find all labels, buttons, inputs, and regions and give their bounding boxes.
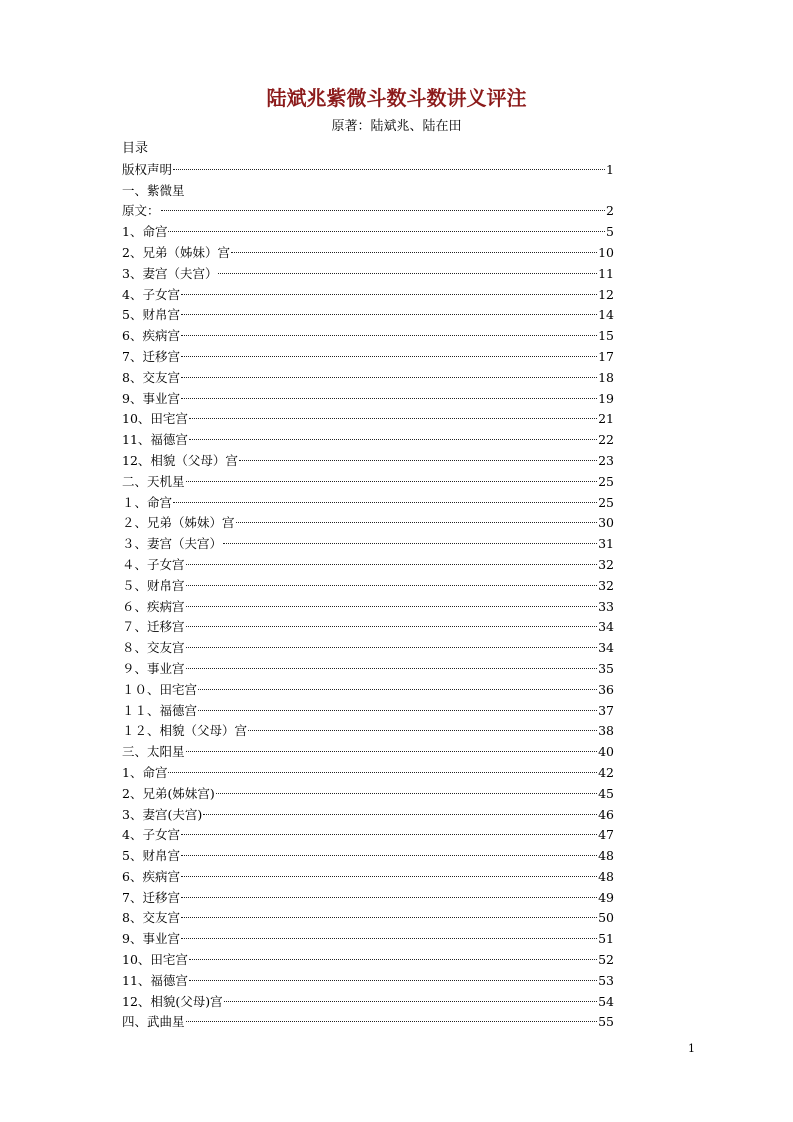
toc-entry-label: 7、迁移宫 xyxy=(122,889,180,905)
toc-entry-label: ８、交友宫 xyxy=(122,640,185,656)
toc-entry-label: 10、田宅宫 xyxy=(122,411,188,427)
toc-entry[interactable] xyxy=(122,389,614,410)
toc-entry-page: 21 xyxy=(598,411,614,427)
toc-leader-dots xyxy=(161,210,606,211)
toc-entry-page: 35 xyxy=(598,660,614,676)
toc-entry[interactable] xyxy=(122,222,614,243)
toc-leader-dots xyxy=(181,356,597,357)
toc-leader-dots xyxy=(186,585,598,586)
toc-entry[interactable] xyxy=(122,347,614,368)
toc-entry-page: 36 xyxy=(598,681,614,697)
toc-heading: 目录 xyxy=(122,141,149,156)
toc-leader-dots xyxy=(181,938,597,939)
toc-entry-label: 10、田宅宫 xyxy=(122,952,188,968)
toc-entry[interactable] xyxy=(122,305,614,326)
toc-entry-page: 33 xyxy=(598,598,614,614)
toc-entry-label: 4、子女宫 xyxy=(122,827,180,843)
toc-leader-dots xyxy=(181,314,597,315)
toc-leader-dots xyxy=(181,377,597,378)
toc-entry[interactable] xyxy=(122,805,614,826)
toc-entry[interactable] xyxy=(122,846,614,867)
toc-leader-dots xyxy=(186,668,598,669)
toc-entry-page: 34 xyxy=(598,640,614,656)
toc-entry[interactable] xyxy=(122,638,614,659)
toc-entry[interactable] xyxy=(122,181,614,202)
toc-entry-label: 11、福德宫 xyxy=(122,432,188,448)
toc-leader-dots xyxy=(236,522,598,523)
toc-entry[interactable] xyxy=(122,867,614,888)
toc-entry-page: 25 xyxy=(598,494,614,510)
toc-leader-dots xyxy=(181,855,597,856)
toc-entry-page: 10 xyxy=(598,244,614,260)
toc-leader-dots xyxy=(186,481,598,482)
toc-entry-page: 42 xyxy=(598,764,614,780)
toc-leader-dots xyxy=(168,231,605,232)
toc-leader-dots xyxy=(181,834,597,835)
toc-entry[interactable] xyxy=(122,992,614,1013)
toc-leader-dots xyxy=(198,710,597,711)
toc-entry-label: 3、妻宫（夫宫） xyxy=(122,265,218,281)
toc-entry-label: 4、子女宫 xyxy=(122,286,180,302)
toc-entry-label: 9、事业宫 xyxy=(122,931,180,947)
toc-leader-dots xyxy=(186,606,598,607)
toc-entry[interactable] xyxy=(122,929,614,950)
toc-entry[interactable] xyxy=(122,597,614,618)
toc-entry-page: 48 xyxy=(598,868,614,884)
toc-entry-label: 版权声明 xyxy=(122,161,173,177)
toc-entry[interactable] xyxy=(122,201,614,222)
toc-entry[interactable] xyxy=(122,243,614,264)
toc-entry-label: ２、兄弟（姊妹）宫 xyxy=(122,515,235,531)
toc-entry[interactable] xyxy=(122,784,614,805)
toc-entry-page: 14 xyxy=(598,307,614,323)
toc-entry-label: 1、命宫 xyxy=(122,764,168,780)
toc-entry-label: １１、福德宫 xyxy=(122,702,198,718)
toc-entry[interactable] xyxy=(122,701,614,722)
toc-leader-dots xyxy=(186,751,598,752)
toc-leader-dots xyxy=(203,814,597,815)
toc-leader-dots xyxy=(224,1001,597,1002)
toc-entry-label: 11、福德宫 xyxy=(122,972,188,988)
toc-entry-page: 52 xyxy=(598,952,614,968)
toc-entry-label: 3、妻宫(夫宫) xyxy=(122,806,203,822)
toc-entry[interactable] xyxy=(122,451,614,472)
toc-entry[interactable] xyxy=(122,285,614,306)
toc-entry-label: 5、财帛宫 xyxy=(122,848,180,864)
toc-entry-page: 15 xyxy=(598,328,614,344)
toc-leader-dots xyxy=(181,398,597,399)
toc-entry[interactable] xyxy=(122,160,614,181)
toc-entry-page: 34 xyxy=(598,619,614,635)
toc-entry-label: 四、武曲星 xyxy=(122,1014,185,1030)
toc-leader-dots xyxy=(181,876,597,877)
toc-entry-page: 40 xyxy=(598,744,614,760)
toc-entry-label: 8、交友宫 xyxy=(122,369,180,385)
toc-entry-page: 50 xyxy=(598,910,614,926)
toc-entry-label: 5、财帛宫 xyxy=(122,307,180,323)
toc-entry-label: 原文： xyxy=(122,203,160,219)
toc-entry-page: 46 xyxy=(598,806,614,822)
toc-entry-label: 一、紫微星 xyxy=(122,182,185,198)
toc-leader-dots xyxy=(239,460,597,461)
toc-entry[interactable] xyxy=(122,472,614,493)
toc-entry-page: 22 xyxy=(598,432,614,448)
toc-leader-dots xyxy=(173,502,597,503)
toc-leader-dots xyxy=(218,273,597,274)
toc-entry[interactable] xyxy=(122,368,614,389)
toc-leader-dots xyxy=(223,543,597,544)
toc-leader-dots xyxy=(189,959,597,960)
toc-entry-label: 6、疾病宫 xyxy=(122,328,180,344)
toc-entry-page: 17 xyxy=(598,348,614,364)
toc-entry[interactable] xyxy=(122,326,614,347)
toc-entry-page: 54 xyxy=(598,993,614,1009)
toc-entry[interactable] xyxy=(122,680,614,701)
toc-entry-label: 9、事业宫 xyxy=(122,390,180,406)
toc-entry[interactable] xyxy=(122,555,614,576)
toc-entry[interactable] xyxy=(122,409,614,430)
toc-entry-label: ６、疾病宫 xyxy=(122,598,185,614)
toc-entry-page: 49 xyxy=(598,889,614,905)
toc-entry-page: 11 xyxy=(598,265,614,281)
toc-entry-page: 45 xyxy=(598,785,614,801)
toc-leader-dots xyxy=(189,439,597,440)
toc-leader-dots xyxy=(216,793,597,794)
document-subtitle: 原著：陆斌兆、陆在田 xyxy=(331,119,462,134)
toc-entry-page: 25 xyxy=(598,473,614,489)
toc-entry[interactable] xyxy=(122,971,614,992)
toc-entry[interactable] xyxy=(122,576,614,597)
toc-entry-label: 8、交友宫 xyxy=(122,910,180,926)
toc-leader-dots xyxy=(186,626,598,627)
toc-entry-label: １０、田宅宫 xyxy=(122,681,198,697)
toc-entry[interactable] xyxy=(122,825,614,846)
toc-entry-page: 48 xyxy=(598,848,614,864)
toc-entry-page: 38 xyxy=(598,723,614,739)
toc-entry-label: 6、疾病宫 xyxy=(122,868,180,884)
toc-entry[interactable] xyxy=(122,908,614,929)
toc-entry-page: 18 xyxy=(598,369,614,385)
toc-entry[interactable] xyxy=(122,513,614,534)
toc-entry[interactable] xyxy=(122,1012,614,1033)
toc-entry-label: ３、妻宫（夫宫） xyxy=(122,536,223,552)
toc-entry-label: 二、天机星 xyxy=(122,473,185,489)
toc-entry-label: ７、迁移宫 xyxy=(122,619,185,635)
toc-leader-dots xyxy=(189,980,597,981)
toc-entry-page: 47 xyxy=(598,827,614,843)
toc-entry-page: 12 xyxy=(598,286,614,302)
toc-entry[interactable] xyxy=(122,742,614,763)
toc-leader-dots xyxy=(181,917,597,918)
toc-entries xyxy=(122,160,614,1033)
toc-entry-page: 1 xyxy=(606,161,614,177)
toc-entry-label: 1、命宫 xyxy=(122,224,168,240)
toc-leader-dots xyxy=(168,772,597,773)
toc-entry-page: 30 xyxy=(598,515,614,531)
toc-entry-page: 37 xyxy=(598,702,614,718)
toc-leader-dots xyxy=(181,294,597,295)
toc-entry[interactable] xyxy=(122,617,614,638)
toc-entry-page: 53 xyxy=(598,972,614,988)
toc-leader-dots xyxy=(231,252,597,253)
toc-entry-page: 19 xyxy=(598,390,614,406)
toc-entry-label: 2、兄弟(姊妹宫) xyxy=(122,785,215,801)
toc-leader-dots xyxy=(181,335,597,336)
toc-entry[interactable] xyxy=(122,721,614,742)
toc-entry-label: ４、子女宫 xyxy=(122,556,185,572)
toc-entry-page: 31 xyxy=(598,536,614,552)
toc-entry-label: ５、财帛宫 xyxy=(122,577,185,593)
toc-entry-page: 23 xyxy=(598,452,614,468)
page-number: 1 xyxy=(688,1042,695,1055)
toc-entry[interactable] xyxy=(122,493,614,514)
toc-entry[interactable] xyxy=(122,430,614,451)
toc-entry-page: 32 xyxy=(598,577,614,593)
toc-leader-dots xyxy=(181,897,597,898)
toc-entry-label: １２、相貌（父母）宫 xyxy=(122,723,248,739)
toc-entry-label: 7、迁移宫 xyxy=(122,348,180,364)
toc-leader-dots xyxy=(173,169,605,170)
toc-leader-dots xyxy=(186,647,598,648)
table-of-contents xyxy=(122,139,614,1033)
toc-entry-label: 2、兄弟（姊妹）宫 xyxy=(122,244,230,260)
toc-entry-page: 32 xyxy=(598,556,614,572)
toc-leader-dots xyxy=(186,1021,598,1022)
document-title: 陆斌兆紫微斗数斗数讲义评注 xyxy=(266,86,527,110)
toc-entry[interactable] xyxy=(122,659,614,680)
toc-entry-label: １、命宫 xyxy=(122,494,173,510)
toc-entry[interactable] xyxy=(122,763,614,784)
toc-entry[interactable] xyxy=(122,264,614,285)
toc-entry-label: 12、相貌（父母）宫 xyxy=(122,452,238,468)
toc-entry[interactable] xyxy=(122,950,614,971)
toc-entry[interactable] xyxy=(122,888,614,909)
toc-entry-page: 2 xyxy=(606,203,614,219)
toc-entry-label: 12、相貌(父母)宫 xyxy=(122,993,223,1009)
toc-entry-label: ９、事业宫 xyxy=(122,660,185,676)
toc-leader-dots xyxy=(198,689,597,690)
toc-leader-dots xyxy=(186,564,598,565)
toc-entry-label: 三、太阳星 xyxy=(122,744,185,760)
toc-entry[interactable] xyxy=(122,534,614,555)
toc-leader-dots xyxy=(248,730,597,731)
toc-entry-page: 5 xyxy=(606,224,614,240)
toc-entry-page: 55 xyxy=(598,1014,614,1030)
toc-entry-page: 51 xyxy=(598,931,614,947)
toc-leader-dots xyxy=(189,418,597,419)
